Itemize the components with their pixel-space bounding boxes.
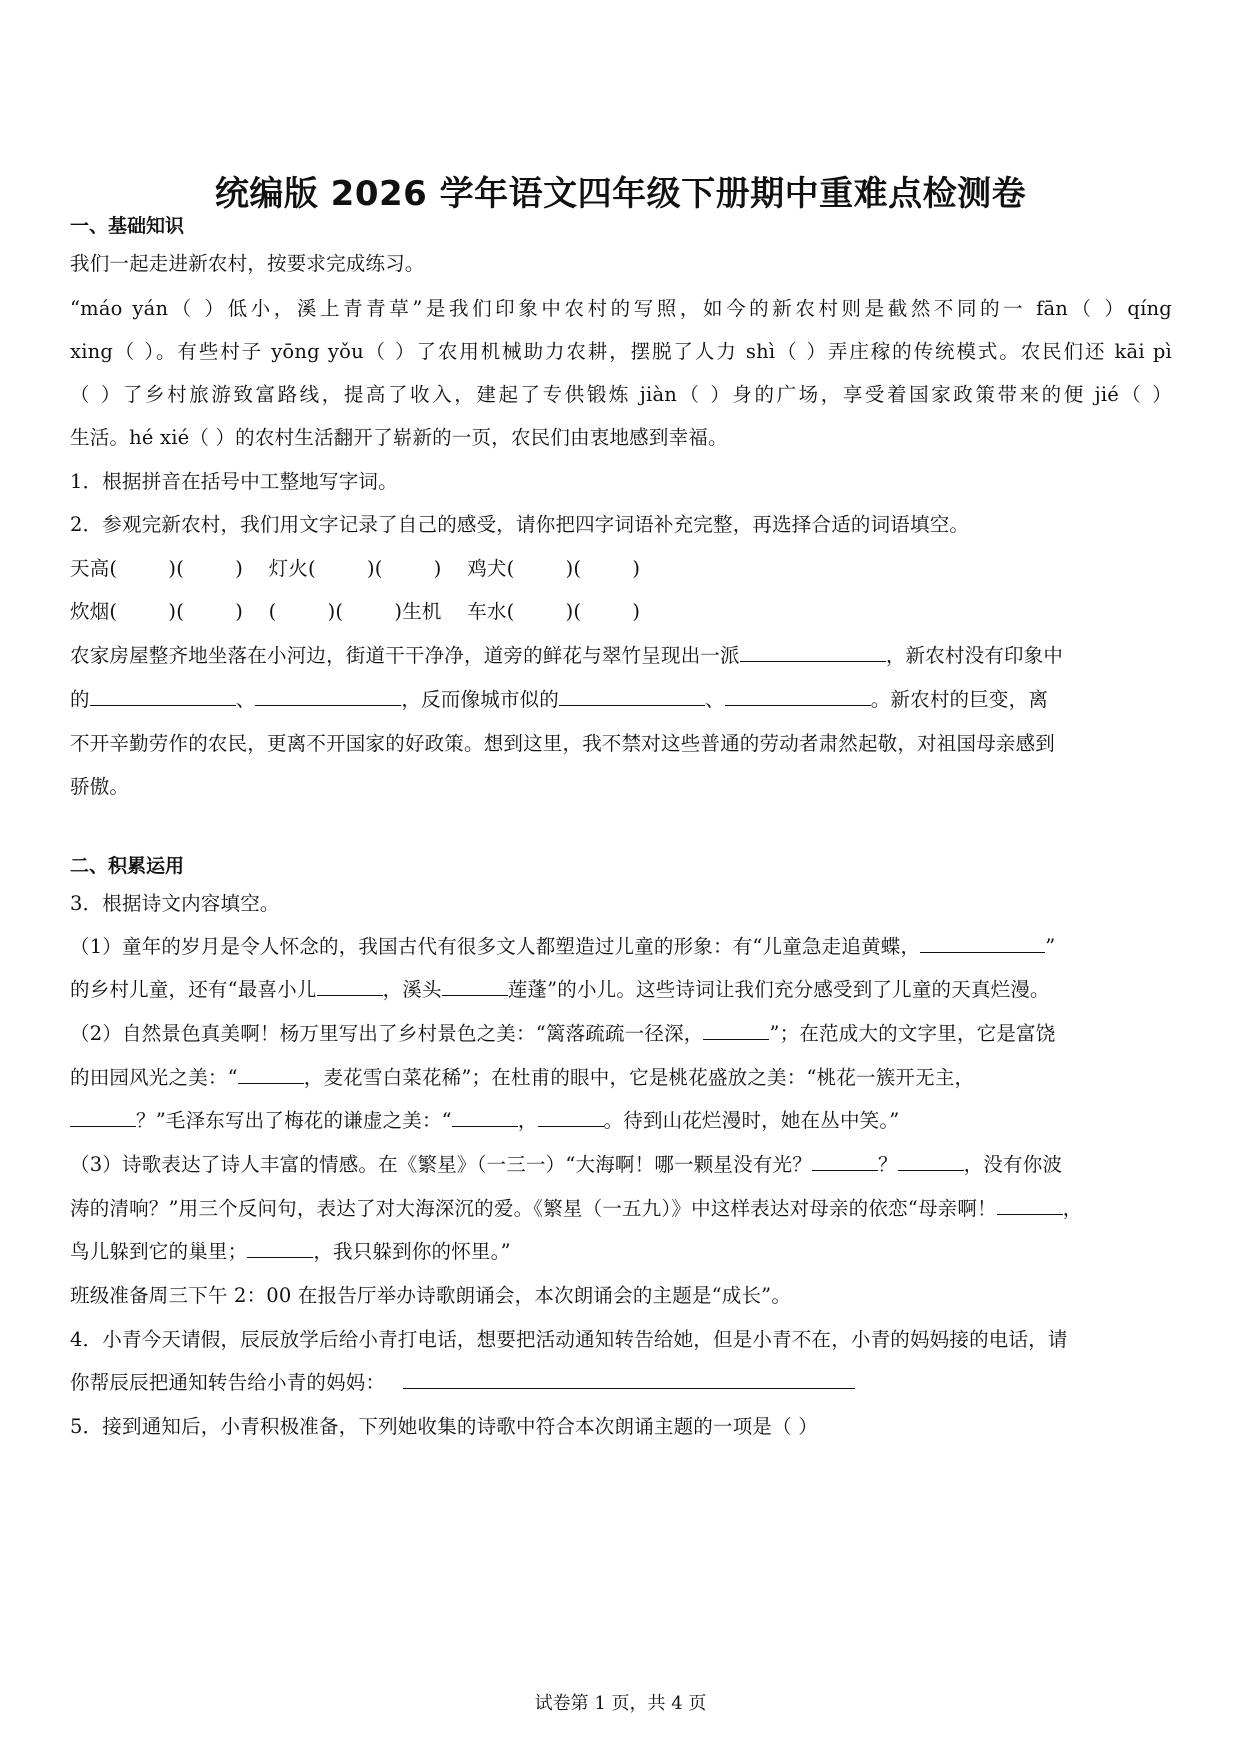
- poem-part-1-line-2: [70, 974, 1172, 1002]
- answer-blank[interactable]: [238, 1063, 304, 1084]
- answer-blank[interactable]: [247, 1237, 313, 1258]
- answer-blank[interactable]: [559, 685, 705, 706]
- poem-text: ？: [877, 1153, 898, 1176]
- question-4-line-2: [70, 1367, 1172, 1395]
- question-4-line-1: 4．小青今天请假，辰辰放学后给小青打电话，想要把活动通知转告给她，但是小青不在，小青的妈妈接的电话，请: [70, 1328, 1068, 1351]
- passage-line-2: xing（ ）。有些村子 yōng yǒu（ ）了农用机械助力农耕，摆脱了人力 shì（ ）弄庄稼的传统模式。农民们还 kāi pì: [70, 340, 1172, 363]
- fill-paragraph-line-3: 不开辛勤劳作的农民，更离不开国家的好政策。想到这里，我不禁对这些普通的劳动者肃然起敬，对祖国母亲感到: [70, 732, 1056, 755]
- poem-part-1-line-1: [70, 931, 1172, 959]
- poem-text: 莲蓬”的小儿。这些诗词让我们充分感受到了儿童的天真烂漫。: [507, 978, 1050, 1001]
- fill-text: 、: [235, 688, 256, 711]
- answer-blank[interactable]: [70, 1106, 136, 1127]
- poem-text: ”: [1045, 935, 1056, 958]
- passage-line-4: 生活。hé xié（ ）的农村生活翻开了崭新的一页，农民们由衷地感到幸福。: [70, 426, 728, 449]
- fill-text: 、: [705, 688, 725, 711]
- poem-part-2-line-3: [70, 1105, 1172, 1133]
- fill-text: ，反而像城市似的: [401, 688, 560, 711]
- poem-text: ”；在范成大的文字里，它是富饶: [769, 1022, 1056, 1045]
- poem-text: ，溪头: [382, 978, 442, 1001]
- question-2: 2．参观完新农村，我们用文字记录了自己的感受，请你把四字词语补充完整，再选择合适的词语填空。: [70, 513, 970, 536]
- fill-text: 的: [70, 688, 90, 711]
- answer-blank[interactable]: [812, 1150, 878, 1171]
- answer-blank[interactable]: [442, 975, 508, 996]
- poem-part-2-line-1: [70, 1018, 1172, 1046]
- question-3: 3．根据诗文内容填空。: [70, 892, 280, 915]
- poem-text: 的田园风光之美：“: [70, 1066, 238, 1089]
- answer-blank[interactable]: [740, 641, 886, 662]
- passage-line-3: （ ）了乡村旅游致富路线，提高了收入，建起了专供锻炼 jiàn（ ）身的广场，享受着国家政策带来的便 jié（ ）: [70, 383, 1172, 406]
- poem-text: 鸟儿躲到它的巢里；: [70, 1240, 248, 1263]
- fill-text: ，新农村没有印象中: [885, 644, 1064, 667]
- answer-blank[interactable]: [898, 1150, 964, 1171]
- poem-part-2-line-2: [70, 1062, 1172, 1090]
- poem-part-3-line-2: [70, 1193, 1172, 1221]
- answer-blank[interactable]: [255, 685, 401, 706]
- answer-blank[interactable]: [703, 1019, 769, 1040]
- section-heading-accumulation: 二、积累运用: [70, 855, 185, 877]
- section-heading-basics: 一、基础知识: [70, 215, 185, 237]
- fill-text: 农家房屋整齐地坐落在小河边，街道干干净净，道旁的鲜花与翠竹呈现出一派: [70, 644, 740, 667]
- fill-paragraph-line-2: [70, 684, 1172, 712]
- poem-text: （2）自然景色真美啊！杨万里写出了乡村景色之美：“篱落疏疏一径深，: [70, 1022, 704, 1045]
- idioms-row-2: 炊烟( )( ) ( )( )生机 车水( )( ): [70, 600, 641, 623]
- answer-blank[interactable]: [317, 975, 383, 996]
- page-title: 统编版 2026 学年语文四年级下册期中重难点检测卷: [214, 174, 1027, 214]
- poem-text: 的乡村儿童，还有“最喜小儿: [70, 978, 317, 1001]
- answer-blank[interactable]: [997, 1194, 1063, 1215]
- question-4-text: 你帮辰辰把通知转告给小青的妈妈：: [70, 1371, 386, 1394]
- fill-paragraph-line-4: 骄傲。: [70, 775, 130, 798]
- poem-text: 。待到山花烂漫时，她在丛中笑。”: [603, 1109, 900, 1132]
- question-1: 1．根据拼音在括号中工整地写字词。: [70, 470, 398, 493]
- passage-line-1: “máo yán（ ）低小，溪上青青草”是我们印象中农村的写照，如今的新农村则是截然不同的一 fān（ ）qíng: [70, 297, 1172, 320]
- question-5: 5．接到通知后，小青积极准备，下列她收集的诗歌中符合本次朗诵主题的一项是（ ）: [70, 1415, 818, 1438]
- poem-part-3-line-3: [70, 1236, 1172, 1264]
- answer-blank[interactable]: [725, 685, 871, 706]
- poem-text: 涛的清响？”用三个反问句，表达了对大海深沉的爱。《繁星（一五九）》中这样表达对母亲的依恋“母亲啊！: [70, 1197, 997, 1220]
- poem-text: （1）童年的岁月是令人怀念的，我国古代有很多文人都塑造过儿童的形象：有“儿童急走追黄蝶，: [70, 935, 921, 958]
- poem-text: （3）诗歌表达了诗人丰富的情感。在《繁星》（一三一）“大海啊！哪一颗星没有光？: [70, 1153, 812, 1176]
- poem-text: ，没有你波: [963, 1153, 1063, 1176]
- answer-blank[interactable]: [452, 1106, 518, 1127]
- fill-paragraph-line-1: [70, 640, 1172, 668]
- event-notice: 班级准备周三下午 2：00 在报告厅举办诗歌朗诵会，本次朗诵会的主题是“成长”。: [70, 1284, 792, 1307]
- page-footer: 试卷第 1 页，共 4 页: [534, 1693, 707, 1714]
- poem-text: ？”毛泽东写出了梅花的谦虚之美：“: [136, 1109, 452, 1132]
- poem-text: ，我只躲到你的怀里。”: [313, 1240, 511, 1263]
- poem-text: ，麦花雪白菜花稀”；在杜甫的眼中，它是桃花盛放之美：“桃花一簇开无主，: [303, 1066, 975, 1089]
- fill-text: 。新农村的巨变，离: [870, 688, 1049, 711]
- section1-intro: 我们一起走进新农村，按要求完成练习。: [70, 252, 425, 275]
- poem-part-3-line-1: [70, 1149, 1172, 1177]
- answer-blank[interactable]: [90, 685, 236, 706]
- answer-line[interactable]: [403, 1368, 855, 1389]
- poem-text: ，: [1062, 1197, 1083, 1220]
- answer-blank[interactable]: [920, 932, 1045, 953]
- poem-text: ，: [517, 1109, 538, 1132]
- idioms-row-1: 天高( )( ) 灯火( )( ) 鸡犬( )( ): [70, 557, 641, 580]
- answer-blank[interactable]: [538, 1106, 604, 1127]
